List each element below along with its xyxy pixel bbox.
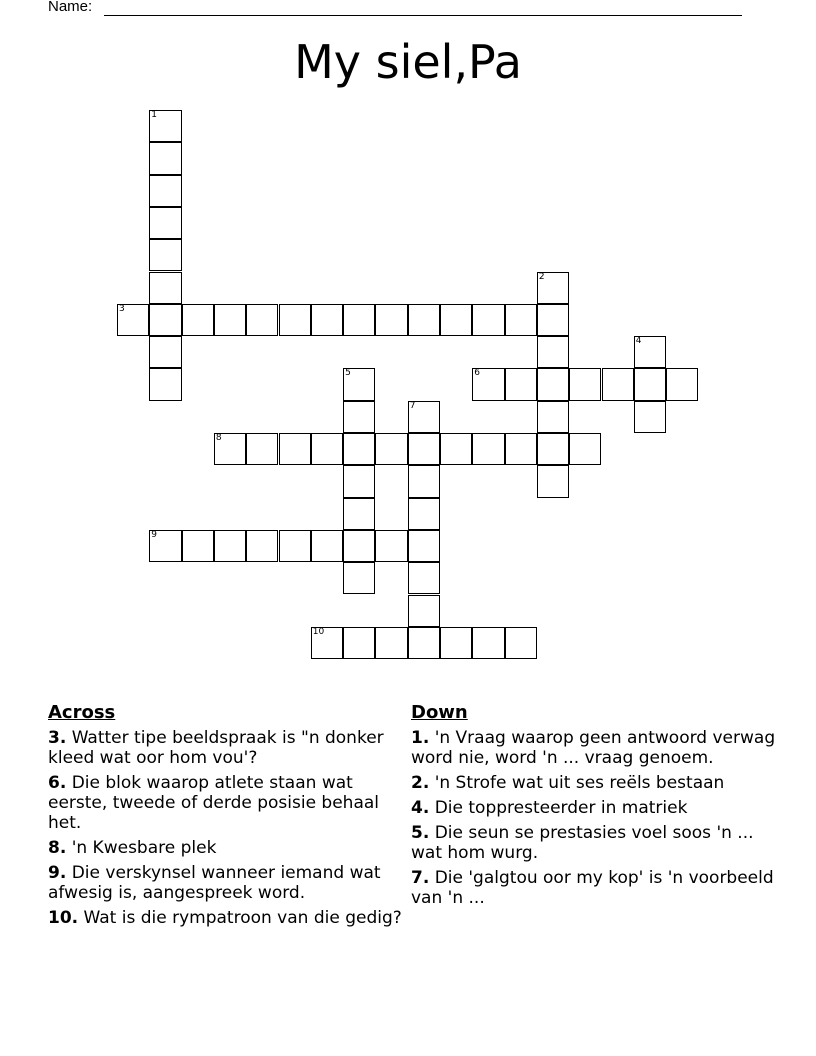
clue-text: 'n Strofe wat uit ses reëls bestaan [434,773,725,793]
cell-number: 2 [538,271,545,282]
clue-text: Die seun se prestasies voel soos 'n ... wat hom wurg. [411,823,754,863]
cell-number: 1 [151,110,158,120]
crossword-cell[interactable] [246,530,278,562]
crossword-cell[interactable] [505,368,537,400]
cell-number: 5 [345,368,351,379]
down-heading: Down [411,702,468,723]
crossword-cell[interactable] [408,433,440,465]
crossword-cell[interactable] [408,627,440,659]
crossword-cell[interactable] [149,142,181,174]
crossword-cell[interactable] [343,530,375,562]
crossword-cell[interactable] [279,304,311,336]
crossword-cell[interactable] [440,304,472,336]
crossword-cell[interactable] [375,304,407,336]
clue-number: 7. [411,868,430,888]
crossword-cell[interactable] [214,304,246,336]
crossword-cell[interactable] [408,562,440,594]
across-heading: Across [48,702,116,723]
clue-down-7 [411,868,781,908]
crossword-cell[interactable] [472,627,504,659]
crossword-cell[interactable] [634,336,666,368]
clue-across-9 [48,863,408,903]
crossword-cell[interactable] [343,433,375,465]
name-label: Name: [48,0,93,15]
crossword-cell[interactable] [343,498,375,530]
crossword-cell[interactable] [343,304,375,336]
crossword-cell[interactable] [182,530,214,562]
crossword-cell[interactable] [537,433,569,465]
crossword-cell[interactable] [149,175,181,207]
crossword-cell[interactable] [408,401,440,433]
clue-down-5 [411,823,781,863]
clue-number: 8. [48,838,67,858]
clue-number: 6. [48,773,67,793]
clue-number: 9. [48,863,67,883]
crossword-cell[interactable] [311,304,343,336]
clue-text: 'n Vraag waarop geen antwoord verwag word nie, word 'n ... vraag genoem. [411,728,776,768]
crossword-cell[interactable] [472,368,504,400]
crossword-cell[interactable] [505,627,537,659]
down-clues [411,702,781,913]
clue-number: 5. [411,823,430,843]
crossword-cell[interactable] [311,627,343,659]
clue-down-1 [411,728,781,768]
crossword-cell[interactable] [149,110,181,142]
clue-number: 1. [411,728,430,748]
crossword-cell[interactable] [214,433,246,465]
cell-number: 4 [635,336,642,347]
crossword-cell[interactable] [149,530,181,562]
cell-number: 6 [474,368,481,379]
crossword-cell[interactable] [149,207,181,239]
clue-down-4 [411,798,781,818]
crossword-cell[interactable] [343,401,375,433]
crossword-cell[interactable] [149,336,181,368]
crossword-cell[interactable] [408,465,440,497]
clue-number: 4. [411,798,430,818]
crossword-cell[interactable] [246,304,278,336]
clue-number: 3. [48,728,67,748]
clue-number: 10. [48,908,79,928]
crossword-cell[interactable] [117,304,149,336]
clue-across-6 [48,773,408,833]
crossword-cell[interactable] [343,562,375,594]
crossword-cell[interactable] [182,304,214,336]
crossword-cell[interactable] [666,368,698,400]
crossword-cell[interactable] [602,368,634,400]
crossword-cell[interactable] [279,530,311,562]
clue-across-3 [48,728,408,768]
crossword-cell[interactable] [569,433,601,465]
crossword-cell[interactable] [375,627,407,659]
crossword-cell[interactable] [537,401,569,433]
crossword-cell[interactable] [214,530,246,562]
clue-text: Wat is die rympatroon van die gedig? [83,908,402,928]
crossword-cell[interactable] [149,239,181,271]
crossword-cell[interactable] [569,368,601,400]
crossword-cell[interactable] [537,368,569,400]
crossword-cell[interactable] [634,401,666,433]
clue-across-8 [48,838,408,858]
crossword-cell[interactable] [343,368,375,400]
crossword-cell[interactable] [505,304,537,336]
crossword-cell[interactable] [149,304,181,336]
crossword-cell[interactable] [505,433,537,465]
crossword-cell[interactable] [634,368,666,400]
crossword-cell[interactable] [279,433,311,465]
crossword-cell[interactable] [472,304,504,336]
crossword-cell[interactable] [408,530,440,562]
crossword-cell[interactable] [408,498,440,530]
crossword-cell[interactable] [149,368,181,400]
clue-text: Die verskynsel wanneer iemand wat afwesig is, aangespreek word. [48,863,381,903]
crossword-cell[interactable] [343,465,375,497]
page-title: My siel,Pa [294,35,522,89]
crossword-cell[interactable] [311,433,343,465]
across-clues [48,702,408,933]
clue-text: Watter tipe beeldspraak is "n donker kleed wat oor hom vou'? [48,728,384,768]
clue-across-10 [48,908,408,928]
crossword-cell[interactable] [537,272,569,304]
cell-number: 8 [215,433,222,443]
crossword-cell[interactable] [149,272,181,304]
crossword-cell[interactable] [537,465,569,497]
crossword-cell[interactable] [375,433,407,465]
crossword-cell[interactable] [537,304,569,336]
crossword-cell[interactable] [537,336,569,368]
clue-down-2 [411,773,781,793]
cell-number: 9 [151,529,158,540]
crossword-cell[interactable] [440,627,472,659]
cell-number: 7 [409,400,416,411]
clue-text: Die toppresteerder in matriek [434,798,688,818]
cell-number: 10 [312,626,325,637]
clue-text: 'n Kwesbare plek [71,838,217,858]
clue-text: Die 'galgtou oor my kop' is 'n voorbeeld van 'n ... [411,868,774,908]
crossword-cell[interactable] [246,433,278,465]
clue-number: 2. [411,773,430,793]
clue-text: Die blok waarop atlete staan wat eerste, tweede of derde posisie behaal het. [48,773,380,833]
crossword-cell[interactable] [375,530,407,562]
cell-number: 3 [119,303,125,314]
crossword-cell[interactable] [408,304,440,336]
crossword-cell[interactable] [440,433,472,465]
crossword-cell[interactable] [343,627,375,659]
crossword-cell[interactable] [311,530,343,562]
crossword-cell[interactable] [408,595,440,627]
crossword-cell[interactable] [472,433,504,465]
